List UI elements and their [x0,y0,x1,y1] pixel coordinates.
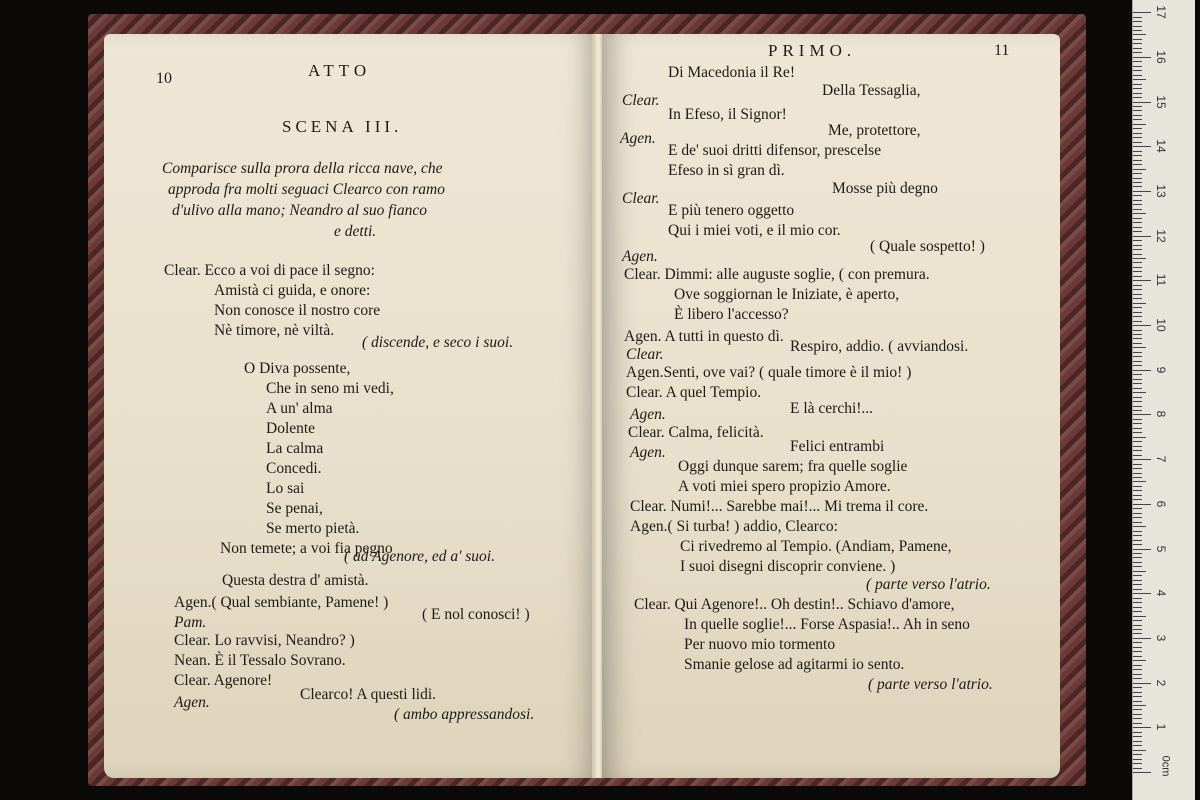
ruler-tick [1133,379,1142,380]
ruler-tick [1133,406,1142,407]
ruler-tick [1133,584,1142,585]
left-page [104,34,598,778]
ruler-tick [1133,651,1142,652]
ruler-tick [1133,656,1142,657]
ruler-tick [1133,522,1142,523]
ruler-tick [1133,549,1151,550]
ruler-tick [1133,325,1151,326]
ruler-tick [1133,70,1142,71]
verse-line: Clear. Lo ravvisi, Neandro? ) [174,632,355,649]
ruler-tick [1133,110,1142,111]
ruler-tick [1133,602,1142,603]
page-number: 11 [994,42,1010,59]
verse-line: In Efeso, il Signor! [668,106,787,123]
ruler-tick [1133,513,1142,514]
ruler-tick [1133,397,1142,398]
ruler-tick [1133,231,1142,232]
ruler-tick [1133,106,1142,107]
page-number: 10 [156,70,172,87]
ruler-tick [1133,124,1146,125]
ruler-tick [1133,115,1142,116]
ruler-tick [1133,674,1142,675]
verse-line: Clear. Qui Agenore!.. Oh destin!.. Schiavo d'amore, [634,596,955,613]
verse-line: E de' suoi dritti difensor, prescelse [668,142,882,159]
ruler-tick [1133,146,1151,147]
verse-line: Agen. A tutti in questo dì. [624,328,784,345]
ruler-tick [1133,245,1142,246]
verse-line: E più tenero oggetto [668,202,795,219]
ruler-tick [1133,696,1142,697]
ruler-number: 14 [1154,139,1168,153]
ruler-tick [1133,365,1142,366]
ruler-tick [1133,128,1142,129]
ruler-tick [1133,222,1142,223]
ruler-tick [1133,692,1142,693]
ruler-tick [1133,419,1142,420]
ruler-tick [1133,759,1142,760]
ruler-tick [1133,446,1142,447]
ruler-tick [1133,477,1142,478]
ruler-tick [1133,249,1142,250]
verse-line: Di Macedonia il Re! [668,64,795,81]
ruler-tick [1133,580,1142,581]
ruler-tick [1133,718,1142,719]
verse-line: Ci rivedremo al Tempio. (Andiam, Pamene, [680,538,952,555]
ruler-tick [1133,84,1142,85]
ruler-tick [1133,285,1142,286]
verse-line: La calma [266,440,324,457]
verse-line: Clearco! A questi lidi. [300,686,437,703]
ruler-tick [1133,298,1142,299]
ruler-tick [1133,75,1142,76]
ruler-tick [1133,486,1142,487]
speaker-label: Agen. [620,130,656,147]
verse-line: Non temete; a voi fia pegno [220,540,393,557]
ruler-tick [1133,97,1142,98]
verse-line: Nè timore, nè viltà. [214,322,335,339]
ruler-tick [1133,213,1146,214]
verse-line: È libero l'accesso? [674,306,789,323]
stage-direction: ( ad Agenore, ed a' suoi. [344,548,495,565]
verse-line: Concedi. [266,460,322,477]
ruler-tick [1133,754,1142,755]
speaker-label: Agen. [622,248,658,265]
ruler-tick [1133,517,1142,518]
measurement-ruler [1132,0,1195,800]
ruler-tick [1133,137,1142,138]
verse-line: Agen.( Qual sembiante, Pamene! ) [174,594,389,611]
ruler-tick [1133,79,1146,80]
verse-line: Efeso in sì gran dì. [668,162,785,179]
ruler-tick [1133,575,1142,576]
ruler-number: 9 [1154,366,1168,374]
ruler-tick [1133,437,1146,438]
ruler-tick [1133,499,1142,500]
verse-line: Clear. Dimmi: alle auguste soglie, ( con premura. [624,266,930,283]
ruler-tick [1133,553,1142,554]
ruler-tick [1133,169,1146,170]
ruler-number: 7 [1154,455,1168,463]
ruler-tick [1133,481,1146,482]
verse-line: Lo sai [266,480,305,497]
ruler-tick [1133,276,1142,277]
ruler-tick [1133,151,1142,152]
speaker-label: Agen. [174,694,210,711]
verse-line: Qui i miei voti, e il mio cor. [668,222,841,239]
stage-direction: ( parte verso l'atrio. [866,576,991,593]
ruler-tick [1133,370,1151,371]
ruler-tick [1133,763,1142,764]
ruler-number: 11 [1154,274,1168,287]
ruler-tick [1133,39,1142,40]
ruler-tick [1133,388,1142,389]
ruler-tick [1133,495,1142,496]
ruler-tick [1133,383,1142,384]
ruler-tick [1133,160,1142,161]
stage-direction-line: Comparisce sulla prora della ricca nave, che [162,160,443,177]
ruler-tick [1133,732,1142,733]
ruler-number: 13 [1154,184,1168,198]
ruler-tick [1133,204,1142,205]
ruler-tick [1133,200,1142,201]
ruler-tick [1133,660,1146,661]
ruler-tick [1133,17,1142,18]
ruler-tick [1133,142,1142,143]
ruler-tick [1133,240,1142,241]
ruler-tick [1133,66,1142,67]
ruler-tick [1133,52,1142,53]
verse-line: Oggi dunque sarem; fra quelle soglie [678,458,908,475]
verse-line: ( E nol conosci! ) [422,606,530,623]
ruler-number: 8 [1154,411,1168,418]
stage-direction: ( discende, e seco i suoi. [362,334,514,351]
ruler-tick [1133,526,1146,527]
verse-line: Per nuovo mio tormento [684,636,836,653]
ruler-tick [1133,186,1142,187]
ruler-tick [1133,709,1142,710]
ruler-tick [1133,633,1142,634]
ruler-tick [1133,593,1151,594]
ruler-tick [1133,307,1142,308]
speaker-label: Clear. [626,346,664,363]
ruler-tick [1133,88,1142,89]
ruler-tick [1133,102,1151,103]
ruler-tick [1133,620,1142,621]
ruler-tick [1133,544,1142,545]
ruler-tick [1133,705,1146,706]
verse-line: A un' alma [266,400,333,417]
ruler-tick [1133,678,1142,679]
ruler-tick [1133,607,1142,608]
ruler-tick [1133,745,1142,746]
ruler-number: 12 [1154,228,1168,243]
verse-line: Respiro, addio. ( avviandosi. [790,338,969,355]
verse-line: Dolente [266,420,316,437]
ruler-tick [1133,504,1151,505]
running-head: PRIMO. [768,41,857,60]
verse-line: Questa destra d' amistà. [222,572,369,589]
ruler-tick [1133,164,1142,165]
ruler-tick [1133,271,1142,272]
ruler-number: 17 [1154,5,1168,19]
ruler-tick [1133,598,1142,599]
ruler-tick [1133,535,1142,536]
ruler-tick [1133,464,1142,465]
ruler-tick [1133,727,1151,728]
ruler-tick [1133,571,1146,572]
verse-line: Che in seno mi vedi, [266,380,394,397]
ruler-tick [1133,428,1142,429]
ruler-tick [1133,26,1142,27]
ruler-tick [1133,414,1151,415]
ruler-tick [1133,566,1142,567]
ruler-unit-label: 0cm [1159,755,1172,777]
ruler-number: 2 [1154,679,1168,686]
ruler-tick [1133,450,1142,451]
ruler-tick [1133,356,1142,357]
ruler-tick [1133,34,1146,35]
verse-line: Felici entrambi [790,438,885,455]
ruler-tick [1133,209,1142,210]
verse-line: Se penai, [266,500,323,517]
ruler-tick [1133,267,1142,268]
ruler-tick [1133,182,1142,183]
ruler-tick [1133,343,1142,344]
verse-line: I suoi disegni discoprir conviene. ) [680,558,896,575]
ruler-tick [1133,294,1142,295]
ruler-tick [1133,531,1142,532]
verse-line: Smanie gelose ad agitarmi io sento. [684,656,905,673]
ruler-tick [1133,178,1142,179]
ruler-tick [1133,432,1142,433]
ruler-tick [1133,642,1142,643]
ruler-number: 1 [1154,723,1168,731]
verse-line: Agen.Senti, ove vai? ( quale timore è il mio! ) [626,364,912,381]
ruler-tick [1133,254,1142,255]
ruler-tick [1133,191,1151,192]
ruler-number: 3 [1154,634,1168,642]
verse-line: Mosse più degno [832,180,938,197]
ruler-tick [1133,374,1142,375]
ruler-tick [1133,312,1142,313]
running-head: ATTO [308,61,372,80]
verse-line: Se merto pietà. [266,520,360,537]
ruler-tick [1133,540,1142,541]
speaker-label: Agen. [630,444,666,461]
ruler-tick [1133,338,1142,339]
verse-line: Clear. A quel Tempio. [626,384,762,401]
ruler-tick [1133,57,1151,58]
ruler-tick [1133,195,1142,196]
ruler-tick [1133,280,1151,281]
stage-direction-line: e detti. [334,223,377,240]
verse-line: Della Tessaglia, [822,82,921,99]
stage-direction-line: d'ulivo alla mano; Neandro al suo fianco [172,202,428,219]
verse-line: In quelle soglie!... Forse Aspasia!.. Ah in seno [684,616,970,633]
ruler-tick [1133,218,1142,219]
speaker-label: Pam. [174,614,207,631]
ruler-tick [1133,714,1142,715]
ruler-tick [1133,155,1142,156]
scene-title: SCENA III. [282,117,403,136]
verse-line: Agen.( Si turba! ) addio, Clearco: [630,518,838,535]
stage-direction: ( parte verso l'atrio. [868,676,993,693]
ruler-number: 15 [1154,94,1168,109]
speaker-label: Clear. [622,190,660,207]
ruler-tick [1133,665,1142,666]
ruler-tick [1133,289,1142,290]
verse-line: A voti miei spero propizio Amore. [678,478,891,495]
verse-line: Clear. Numi!... Sarebbe mai!... Mi trema il core. [630,498,929,515]
ruler-tick [1133,12,1151,13]
verse-line: Ove soggiornan le Iniziate, è aperto, [674,286,900,303]
ruler-tick [1133,589,1142,590]
ruler-tick [1133,473,1142,474]
ruler-tick [1133,772,1151,773]
ruler-tick [1133,701,1142,702]
ruler-tick [1133,611,1142,612]
stage-direction: ( ambo appressandosi. [394,706,535,723]
speaker-label: Clear. [622,92,660,109]
verse-line: Clear. Calma, felicità. [628,424,764,441]
ruler-tick [1133,330,1142,331]
ruler-tick [1133,30,1142,31]
ruler-tick [1133,133,1142,134]
ruler-tick [1133,423,1142,424]
ruler-tick [1133,316,1142,317]
verse-line: Amistà ci guida, e onore: [214,282,371,299]
verse-line: E là cerchi!... [790,400,874,417]
right-page [602,34,1060,778]
ruler-tick [1133,262,1142,263]
ruler-number: 10 [1154,318,1168,332]
ruler-tick [1133,669,1142,670]
stage-direction-line: approda fra molti seguaci Clearco con ramo [168,181,445,198]
ruler-tick [1133,347,1146,348]
ruler-tick [1133,227,1142,228]
ruler-tick [1133,741,1142,742]
ruler-tick [1133,459,1151,460]
verse-line: Clear. Agenore! [174,672,273,689]
ruler-tick [1133,629,1142,630]
verse-line: Clear. Ecco a voi di pace il segno: [164,262,375,279]
verse-line: ( Quale sospetto! ) [870,238,985,255]
ruler-tick [1133,21,1142,22]
ruler-tick [1133,321,1142,322]
ruler-tick [1133,723,1142,724]
ruler-tick [1133,736,1142,737]
ruler-number: 16 [1154,50,1168,64]
ruler-tick [1133,352,1142,353]
ruler-number: 6 [1154,500,1168,508]
ruler-tick [1133,683,1151,684]
ruler-tick [1133,361,1142,362]
ruler-tick [1133,508,1142,509]
ruler-tick [1133,768,1142,769]
ruler-tick [1133,750,1146,751]
ruler-tick [1133,638,1151,639]
ruler-tick [1133,392,1146,393]
ruler-tick [1133,468,1142,469]
speaker-label: Agen. [630,406,666,423]
ruler-tick [1133,410,1142,411]
ruler-tick [1133,61,1142,62]
ruler-tick [1133,93,1142,94]
ruler-tick [1133,43,1142,44]
ruler-tick [1133,625,1142,626]
ruler-tick [1133,173,1142,174]
ruler-number: 5 [1154,545,1168,552]
verse-line: Non conosce il nostro core [214,302,381,319]
ruler-tick [1133,490,1142,491]
ruler-tick [1133,687,1142,688]
ruler-tick [1133,236,1151,237]
ruler-tick [1133,616,1146,617]
ruler-tick [1133,401,1142,402]
ruler-tick [1133,48,1142,49]
ruler-tick [1133,441,1142,442]
verse-line: Me, protettore, [828,122,921,139]
verse-line: O Diva possente, [244,360,351,377]
verse-line: Nean. È il Tessalo Sovrano. [174,652,346,669]
ruler-tick [1133,557,1142,558]
ruler-tick [1133,647,1142,648]
ruler-tick [1133,119,1142,120]
ruler-tick [1133,258,1146,259]
ruler-tick [1133,455,1142,456]
ruler-number: 4 [1154,589,1168,597]
ruler-tick [1133,334,1142,335]
ruler-tick [1133,303,1146,304]
ruler-tick [1133,562,1142,563]
